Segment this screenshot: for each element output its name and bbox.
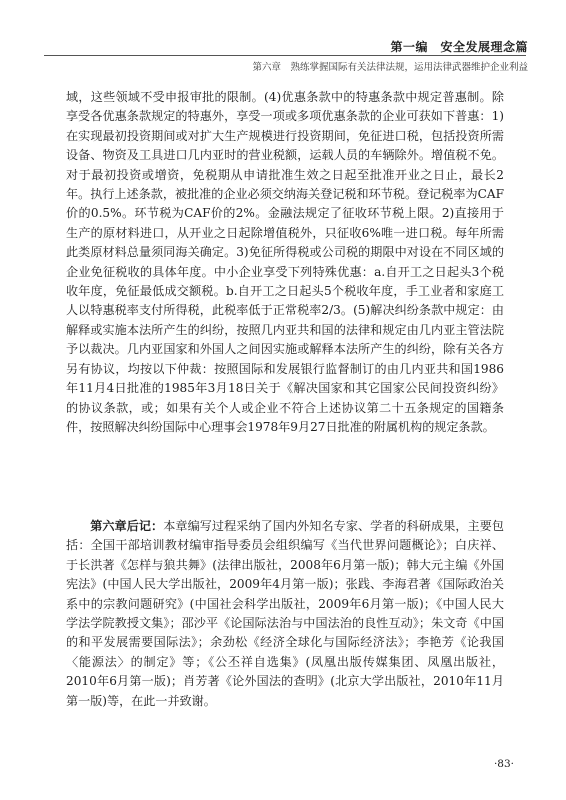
header-divider	[44, 55, 526, 56]
afterword-paragraph	[66, 517, 504, 711]
afterword-label: 第六章后记：	[90, 519, 164, 533]
page-number: ·83·	[493, 758, 514, 770]
chapter-subtitle: 第六章 熟练掌握国际有关法律法规，运用法律武器维护企业利益	[252, 62, 528, 73]
afterword-text: 本章编写过程采纳了国内外知名专家、学者的科研成果，主要包括：全国干部培训教材编审指导委员会组织编写《当代世界问题概论》；白庆祥、于长洪著《怎样与狼共舞》(法律出版社，2008年6月第一版)；韩大元主编《外国宪法》(中国人民大学出版社，2009年4月第一版)；张践、李海君著《国际政治关系中的宗教问题研究》(中国社会科学出版社，2009年6月第一版)；《中国人民大学法学院教授文集》；邵沙平《论国际法治与中国法治的良性互动》；朱文奇《中国的和平发展需要国际法》；余劲松《经济全球化与国际经济法》；李艳芳《论我国〈能源法〉的制定》等；《公丕祥自选集》(凤凰出版传媒集团、凤凰出版社，2010年6月第一版)；肖芳著《论外国法的查明》(北京大学出版社，2010年11月第一版)等，在此一并致谢。	[66, 519, 504, 708]
section-title: 第一编 安全发展理念篇	[390, 40, 528, 54]
body-paragraph: 域，这些领域不受申报审批的限制。(4)优惠条款中的特惠条款中规定普惠制。除享受各优惠条款规定的特惠外，享受一项或多项优惠条款的企业可获如下普惠：1)在实现最初投资期间或对扩大生产规模进行投资期间，免征进口税，包括投资所需设备、物资及工具进口几内亚时的营业税额，运载人员的车辆除外。增值税不免。对于最初投资或增资，免税期从申请批准生效之日起至批准开业之日止，最长2年。执行上述条款，被批准的企业必须交纳海关登记税和环节税。登记税率为CAF价的0.5%。环节税为CAF价的2%。金融法规定了征收环节税上限。2)直接用于生产的原材料进口，从开业之日起除增值税外，只征收6%唯一进口税。每年所需此类原材料总量须同海关确定。3)免征所得税或公司税的期限中对设在不同区域的企业免征税收的具体年度。中小企业享受下列特殊优惠：a.自开工之日起头3个税收年度，免征最低成交额税。b.自开工之日起头5个税收年度，手工业者和家庭工人以特惠税率支付所得税，此税率低于正常税率2/3。(5)解决纠纷条款中规定：由解释或实施本法所产生的纠纷，按照几内亚共和国的法律和规定由几内亚主管法院予以裁决。几内亚国家和外国人之间因实施或解释本法所产生的纠纷，除有关各方另有协议，均按以下仲裁：按照国际和发展银行监督制订的由几内亚共和国1986年11月4日批准的1985年3月18日关于《解决国家和其它国家公民间投资纠纷》的协议条款，或；如果有关个人或企业不符合上述协议第二十五条规定的国籍条件，按照解决纠纷国际中心理事会1978年9月27日批准的附属机构的规定条款。	[66, 90, 504, 434]
